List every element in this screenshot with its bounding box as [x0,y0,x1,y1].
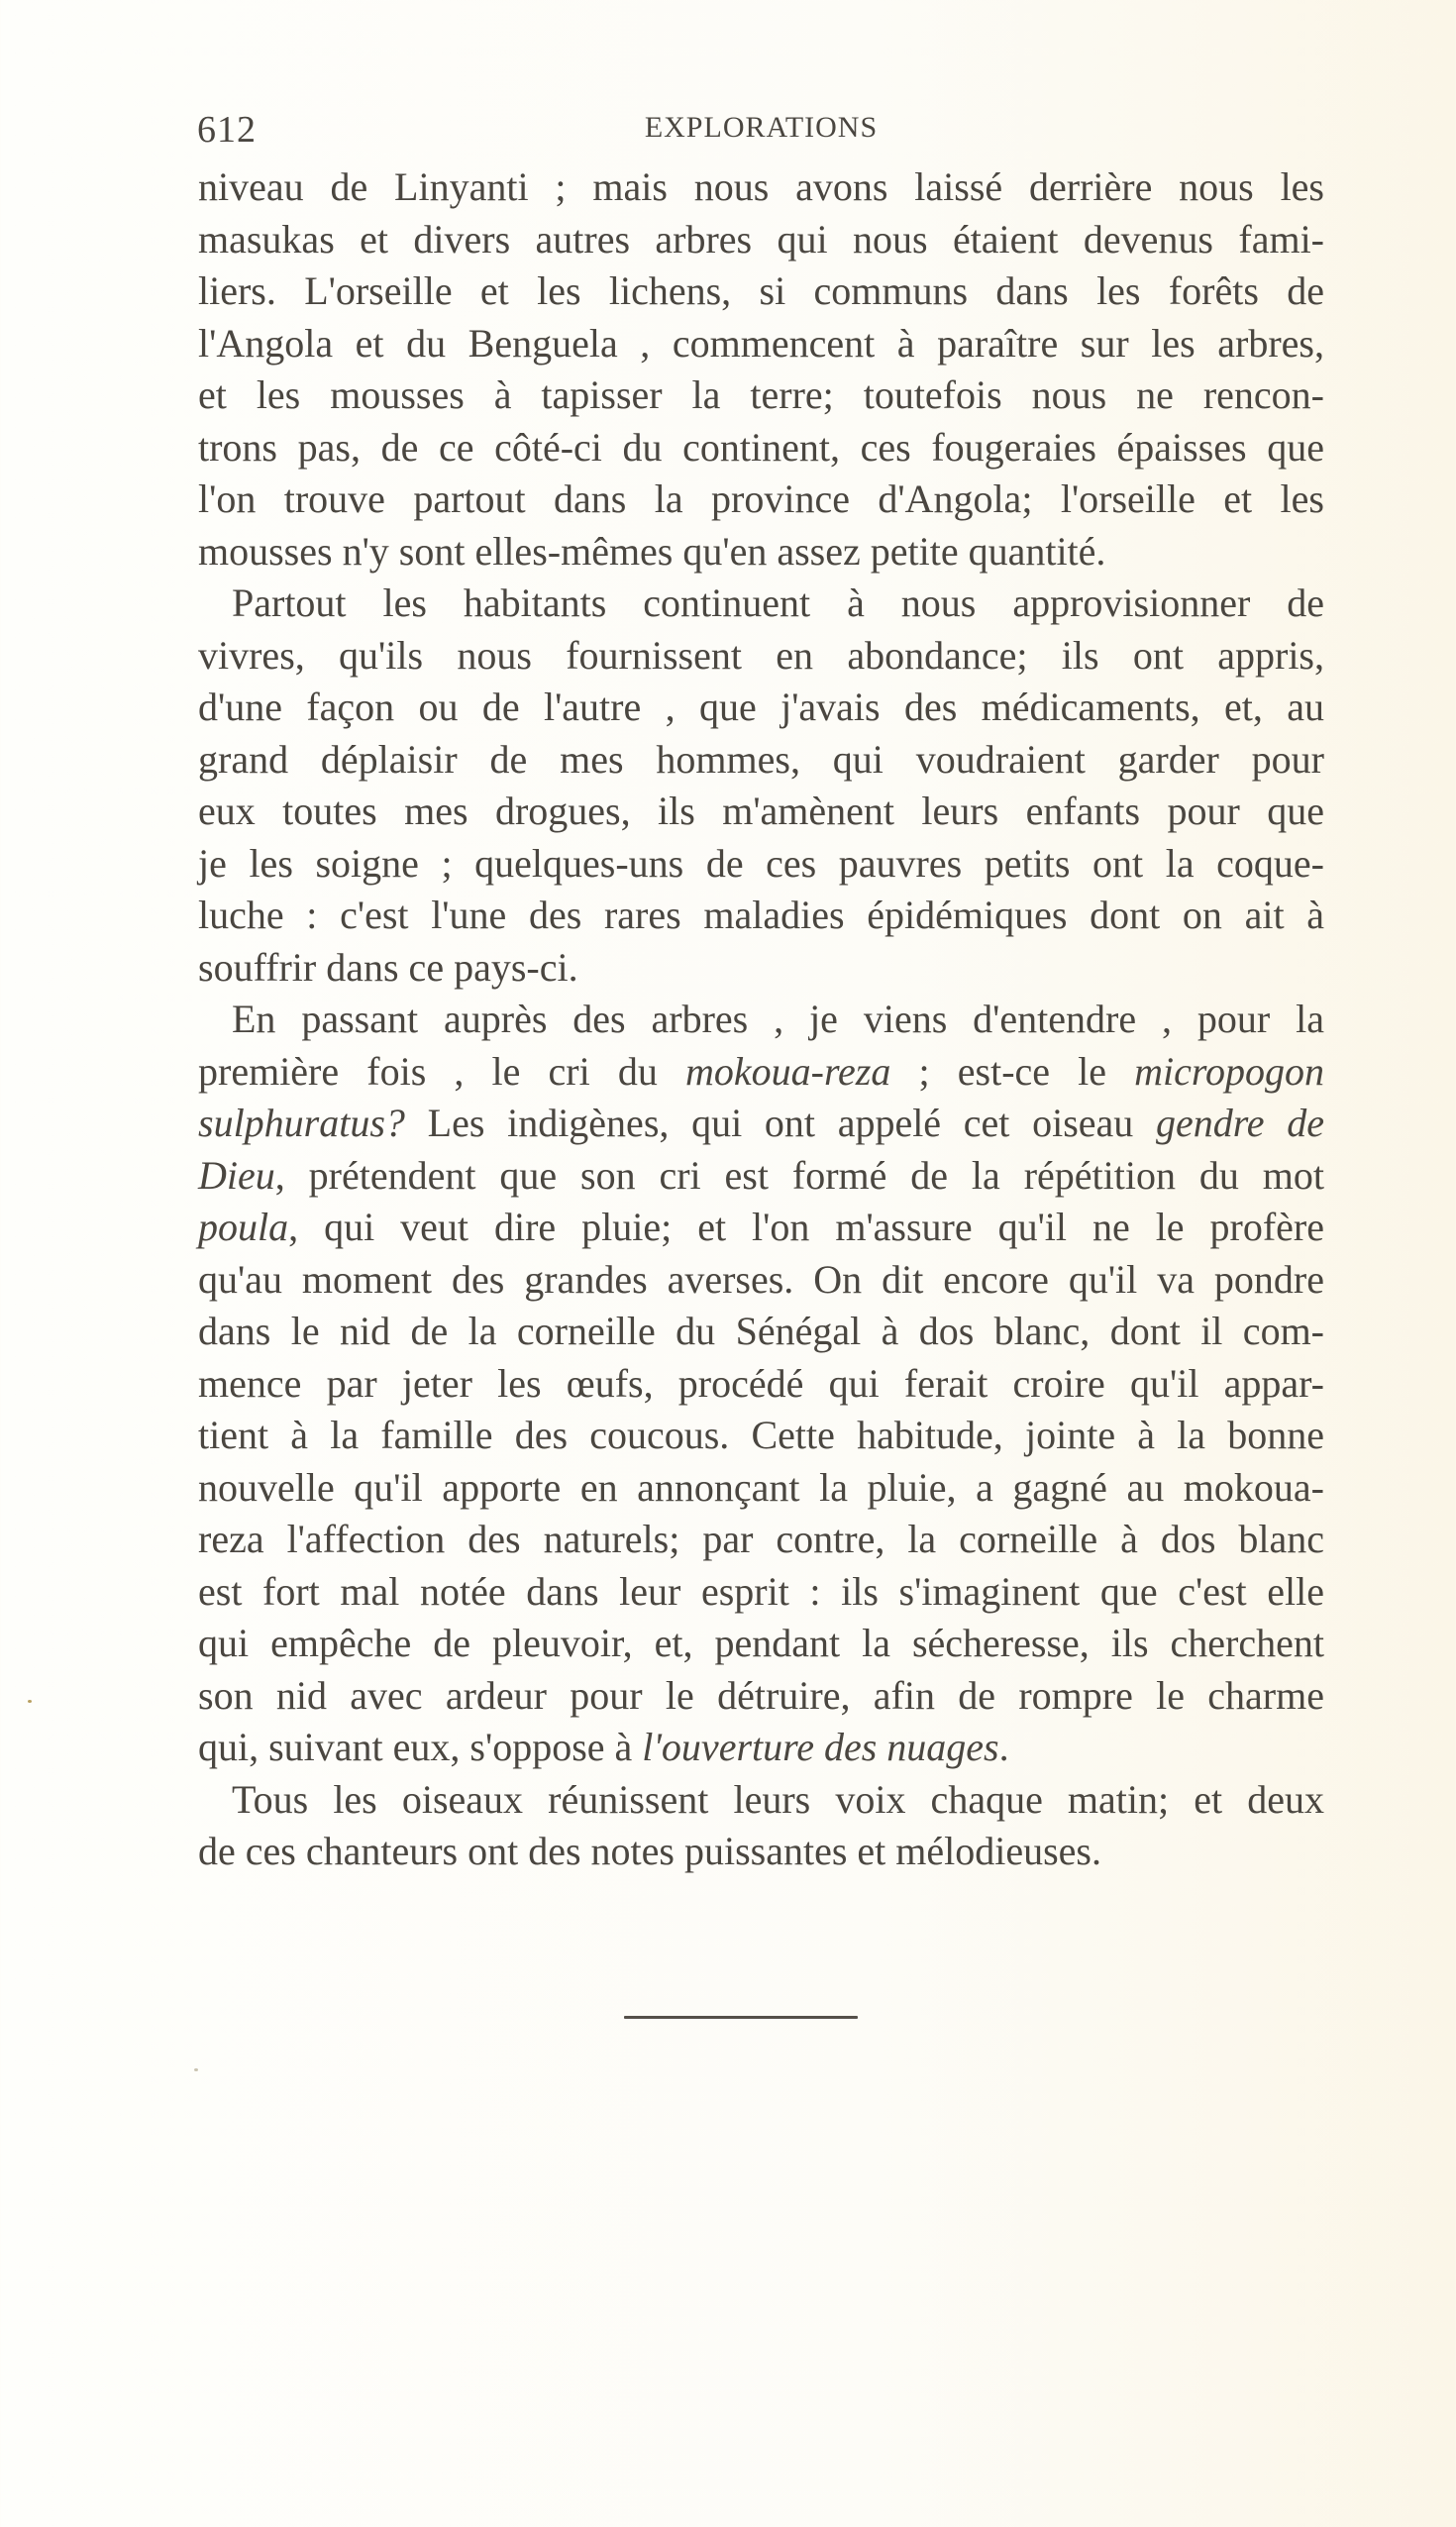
italic-term: sulphuratus? [198,1101,405,1145]
text-line [198,1410,1324,1462]
text-line: Partout les habitants continuent à nous approvisionner de [232,580,1324,625]
italic-term: l'ouverture des nuages [642,1725,999,1769]
text-segment: qui, suivant eux, s'oppose à [198,1725,643,1769]
text-line: et les mousses à tapisser la terre; toutefois nous ne rencon- [198,372,1324,417]
text-segment: tient à la famille des coucous. Cette habitude, jointe à la bonne [198,1413,1324,1457]
text-line: liers. L'orseille et les lichens, si communs dans les forêts de [198,268,1324,313]
text-segment: dans le nid de la corneille du Sénégal à dos blanc, dont il com- [198,1309,1324,1353]
paper-speck [194,2068,198,2071]
body-text [198,161,1324,1878]
italic-term: mokoua-reza [685,1048,891,1094]
text-segment: ; est-ce le [890,1048,1135,1094]
text-line: de ces chanteurs ont des notes puissantes et mélodieuses. [198,1829,1101,1873]
text-segment: qu'au moment des grandes averses. On dit encore qu'il va pondre [198,1256,1324,1302]
text-segment: , qui veut dire pluie; et l'on m'assure qu'il ne le profère [288,1205,1324,1249]
page-number: 612 [197,109,257,151]
text-line [198,1202,1324,1254]
text-line [198,1566,1324,1619]
text-segment: première fois , le cri du [198,1048,685,1094]
text-segment: En passant auprès des arbres , je viens d'entendre , pour la [232,997,1324,1041]
text-segment: , prétendent que son cri est formé de la répétition du mot [274,1152,1324,1198]
text-segment: . [998,1725,1009,1769]
text-segment: est fort mal notée dans leur esprit : ils s'imaginent que c'est elle [198,1568,1324,1614]
text-segment: Les indigènes, qui ont appelé cet oiseau [404,1101,1156,1145]
text-line: vivres, qu'ils nous fournissent en abondance; ils ont appris, [198,632,1324,678]
text-segment: son nid avec ardeur pour le détruire, afin de rompre le charme [198,1672,1324,1718]
text-line: eux toutes mes drogues, ils m'amènent leurs enfants pour que [198,789,1324,833]
text-segment: qui empêche de pleuvoir, et, pendant la sécheresse, ils cherchent [198,1621,1324,1665]
text-segment: nouvelle qu'il apporte en annonçant la pluie, a gagné au mokoua- [198,1464,1324,1510]
text-line: niveau de Linyanti ; mais nous avons laissé derrière nous les [198,164,1324,209]
italic-term: micropogon [1134,1048,1324,1094]
paper-speck [28,1700,32,1703]
italic-term: poula [198,1205,289,1249]
text-segment: reza l'affection des naturels; par contre, la corneille à dos blanc [198,1517,1324,1561]
paragraph-3 [198,994,1324,1774]
text-line: je les soigne ; quelques-uns de ces pauvres petits ont la coque- [198,840,1324,886]
text-line [198,1722,1324,1774]
text-line: grand déplaisir de mes hommes, qui voudraient garder pour [198,736,1324,782]
text-line: Tous les oiseaux réunissent leurs voix chaque matin; et deux [232,1776,1324,1822]
text-line: masukas et divers autres arbres qui nous étaient devenus fami- [198,216,1324,262]
italic-term: Dieu [198,1152,275,1198]
paragraph-4 [198,1774,1324,1878]
running-title: EXPLORATIONS [644,111,879,144]
text-line [198,1254,1324,1307]
text-line [198,1306,1324,1358]
text-line [198,1150,1324,1203]
text-line: l'Angola et du Benguela , commencent à paraître sur les arbres, [198,320,1324,366]
text-line [198,1462,1324,1515]
text-line: trons pas, de ce côté-ci du continent, ces fougeraies épaisses que [198,424,1324,470]
text-line: luche : c'est l'une des rares maladies épidémiques dont on ait à [198,893,1324,937]
text-line: l'on trouve partout dans la province d'Angola; l'orseille et les [198,476,1324,521]
paragraph-2 [198,578,1324,994]
text-line [198,1098,1324,1150]
text-line: souffrir dans ce pays-ci. [198,944,578,990]
text-segment: mence par jeter les œufs, procédé qui ferait croire qu'il appar- [198,1360,1324,1406]
text-line [198,1046,1324,1099]
text-line [198,1514,1324,1566]
text-line: mousses n'y sont elles-mêmes qu'en assez petite quantité. [198,528,1106,574]
text-line [198,1618,1324,1670]
text-line [198,1670,1324,1723]
section-end-rule [624,2016,858,2019]
text-line [198,994,1324,1046]
text-line [198,1358,1324,1411]
text-line: d'une façon ou de l'autre , que j'avais des médicaments, et, au [198,684,1324,729]
italic-term: gendre de [1155,1101,1325,1145]
paragraph-1 [198,161,1324,578]
